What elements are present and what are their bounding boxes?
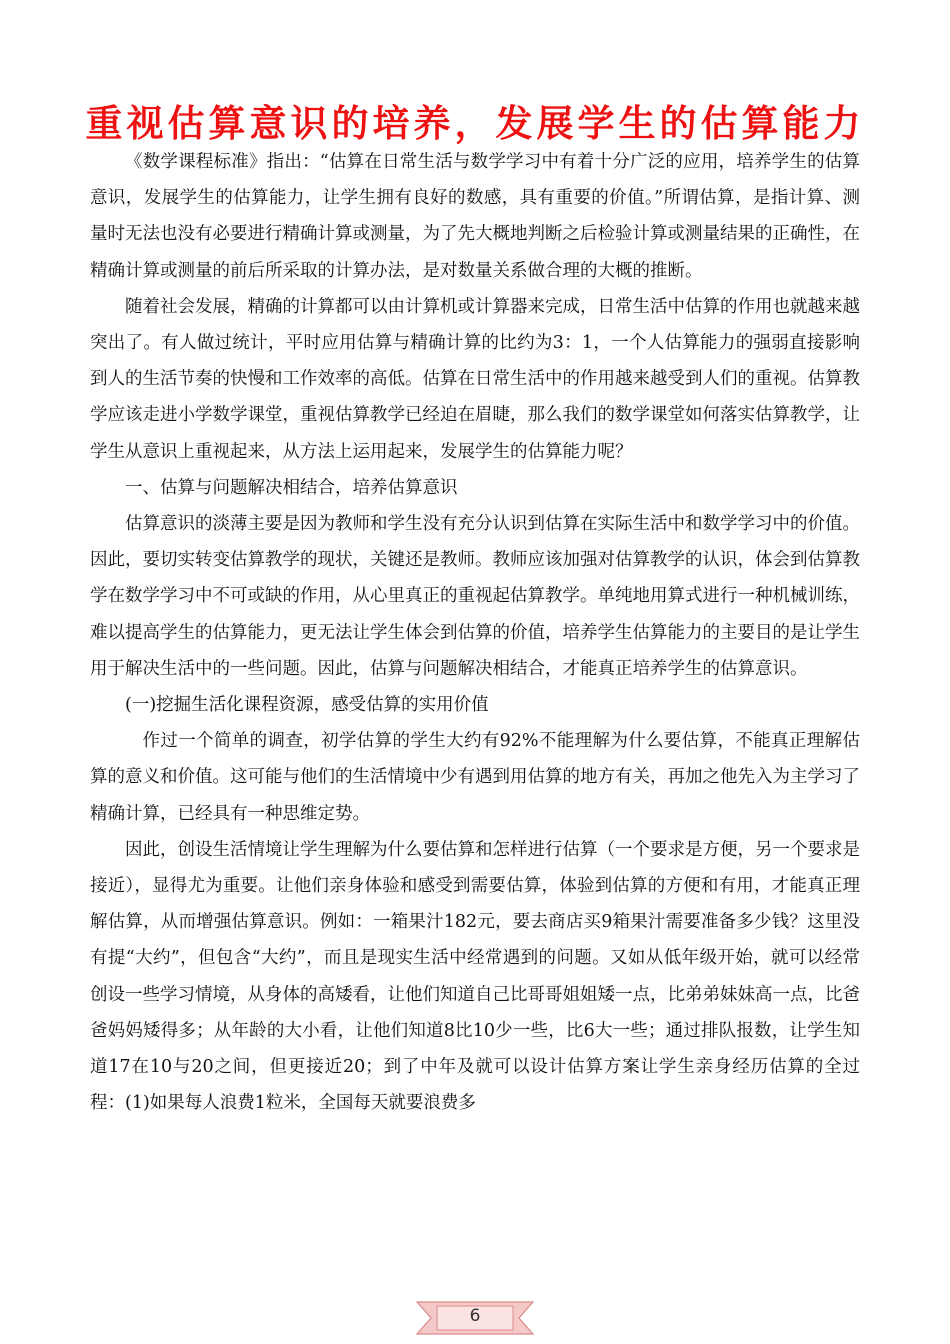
document-title: 重视估算意识的培养，发展学生的估算能力: [85, 102, 865, 145]
page-number: 6: [469, 1306, 481, 1326]
paragraph-life-situations: 因此，创设生活情境让学生理解为什么要估算和怎样进行估算（一个要求是方便，另一个要求是接近），显得尤为重要。让他们亲身体验和感受到需要估算，体验到估算的方便和有用，才能真正理解估算，从而增强估算意识。例如：一箱果汁182元，要去商店买9箱果汁需要准备多少钱？这里没有提“大约”，但包含“大约”，而且是现实生活中经常遇到的问题。又如从低年级开始，就可以经常创设一些学习情境，从身体的高矮看，让他们知道自己比哥哥姐姐矮一点，比弟弟妹妹高一点，比爸爸妈妈矮得多；从年龄的大小看，让他们知道8比10少一些，比6大一些；通过排队报数，让学生知道17在10与20之间，但更接近20；到了中年及就可以设计估算方案让学生亲身经历估算的全过程：(1)如果每人浪费1粒米，全国每天就要浪费多: [90, 839, 860, 1114]
section-heading-1: 一、估算与问题解决相结合，培养估算意识: [125, 477, 458, 498]
subsection-heading-1: (一)挖掘生活化课程资源，感受估算的实用价值: [125, 695, 489, 716]
paragraph-estimation-awareness: 估算意识的淡薄主要是因为教师和学生没有充分认识到估算在实际生活中和数学学习中的价值。因此，要切实转变估算教学的现状，关键还是教师。教师应该加强对估算教学的认识，体会到估算教学在数学学习中不可或缺的作用，从心里真正的重视起估算教学。单纯地用算式进行一种机械训练，难以提高学生的估算能力，更无法让学生体会到估算的价值，培养学生估算能力的主要目的是让学生用于解决生活中的一些问题。因此，估算与问题解决相结合，才能真正培养学生的估算意识。: [90, 514, 860, 679]
page-number-badge: [415, 1298, 535, 1338]
document-body: [90, 144, 860, 1121]
paragraph-social-development: 随着社会发展，精确的计算都可以由计算机或计算器来完成，日常生活中估算的作用也就越来越突出了。有人做过统计，平时应用估算与精确计算的比约为3：1，一个人估算能力的强弱直接影响到人的生活节奏的快慢和工作效率的高低。估算在日常生活中的作用越来越受到人们的重视。估算教学应该走进小学数学课堂，重视估算教学已经迫在眉睫，那么我们的数学课堂如何落实估算教学，让学生从意识上重视起来，从方法上运用起来，发展学生的估算能力呢？: [90, 296, 860, 462]
paragraph-survey: 作过一个简单的调查，初学估算的学生大约有92%不能理解为什么要估算，不能真正理解估算的意义和价值。这可能与他们的生活情境中少有遇到用估算的地方有关，再加之他先入为主学习了精确计算，已经具有一种思维定势。: [90, 731, 860, 824]
paragraph-intro: 《数学课程标准》指出：“估算在日常生活与数学学习中有着十分广泛的应用，培养学生的估算意识，发展学生的估算能力，让学生拥有良好的数感，具有重要的价值。”所谓估算，是指计算、测量时无法也没有必要进行精确计算或测量，为了先大概地判断之后检验计算或测量结果的正确性，在精确计算或测量的前后所采取的计算办法，是对数量关系做合理的大概的推断。: [90, 152, 860, 281]
